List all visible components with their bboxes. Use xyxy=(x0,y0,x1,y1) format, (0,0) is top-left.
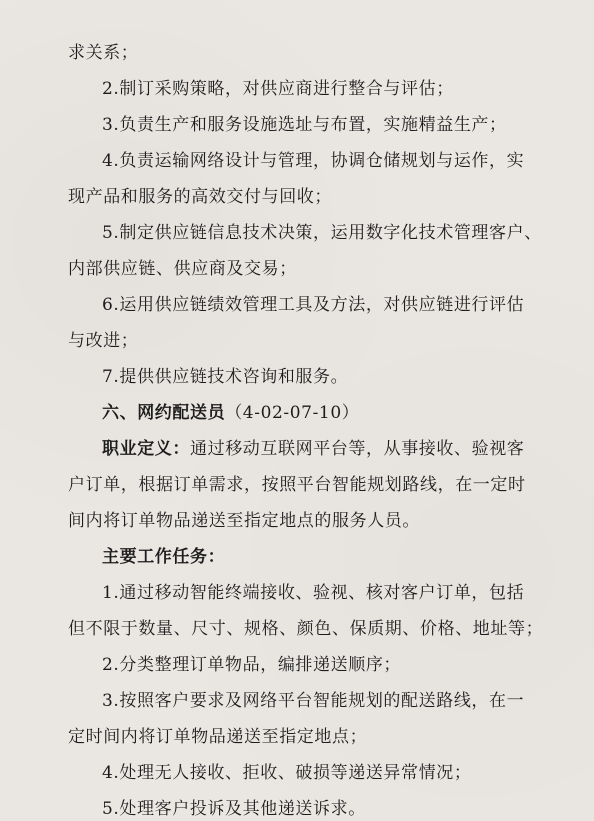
text-line: 求关系； xyxy=(68,43,139,63)
section-heading xyxy=(102,401,530,425)
text-line: 与改进； xyxy=(68,331,139,351)
definition-label: 职业定义： xyxy=(102,439,190,459)
definition-line xyxy=(102,437,530,461)
section-title: 六、网约配送员 xyxy=(102,403,226,423)
text-line: 5.制定供应链信息技术决策，运用数字化技术管理客户、 xyxy=(102,223,542,243)
task-line: 1.通过移动智能终端接收、验视、核对客户订单，包括 xyxy=(102,583,525,603)
section-code: （4-02-07-10） xyxy=(225,403,360,423)
text-line: 现产品和服务的高效交付与回收； xyxy=(68,187,332,207)
definition-text: 户订单，根据订单需求，按照平台智能规划路线，在一定时 xyxy=(68,475,526,495)
definition-text: 通过移动互联网平台等，从事接收、验视客 xyxy=(190,439,525,459)
task-line: 5.处理客户投诉及其他递送诉求。 xyxy=(102,799,366,819)
definition-text: 间内将订单物品递送至指定地点的服务人员。 xyxy=(68,511,420,531)
task-line: 但不限于数量、尺寸、规格、颜色、保质期、价格、地址等； xyxy=(68,619,544,639)
task-line: 4.处理无人接收、拒收、破损等递送异常情况； xyxy=(102,763,472,783)
tasks-label: 主要工作任务： xyxy=(102,547,226,567)
task-line: 定时间内将订单物品递送至指定地点； xyxy=(68,727,368,747)
text-line: 7.提供供应链技术咨询和服务。 xyxy=(102,367,349,387)
text-line: 2.制订采购策略，对供应商进行整合与评估； xyxy=(102,79,454,99)
task-line: 2.分类整理订单物品，编排递送顺序； xyxy=(102,655,402,675)
text-line: 6.运用供应链绩效管理工具及方法，对供应链进行评估 xyxy=(102,295,525,315)
text-line: 4.负责运输网络设计与管理，协调仓储规划与运作，实 xyxy=(102,151,525,171)
text-line: 内部供应链、供应商及交易； xyxy=(68,259,297,279)
task-line: 3.按照客户要求及网络平台智能规划的配送路线，在一 xyxy=(102,691,525,711)
text-line: 3.负责生产和服务设施选址与布置，实施精益生产； xyxy=(102,115,507,135)
